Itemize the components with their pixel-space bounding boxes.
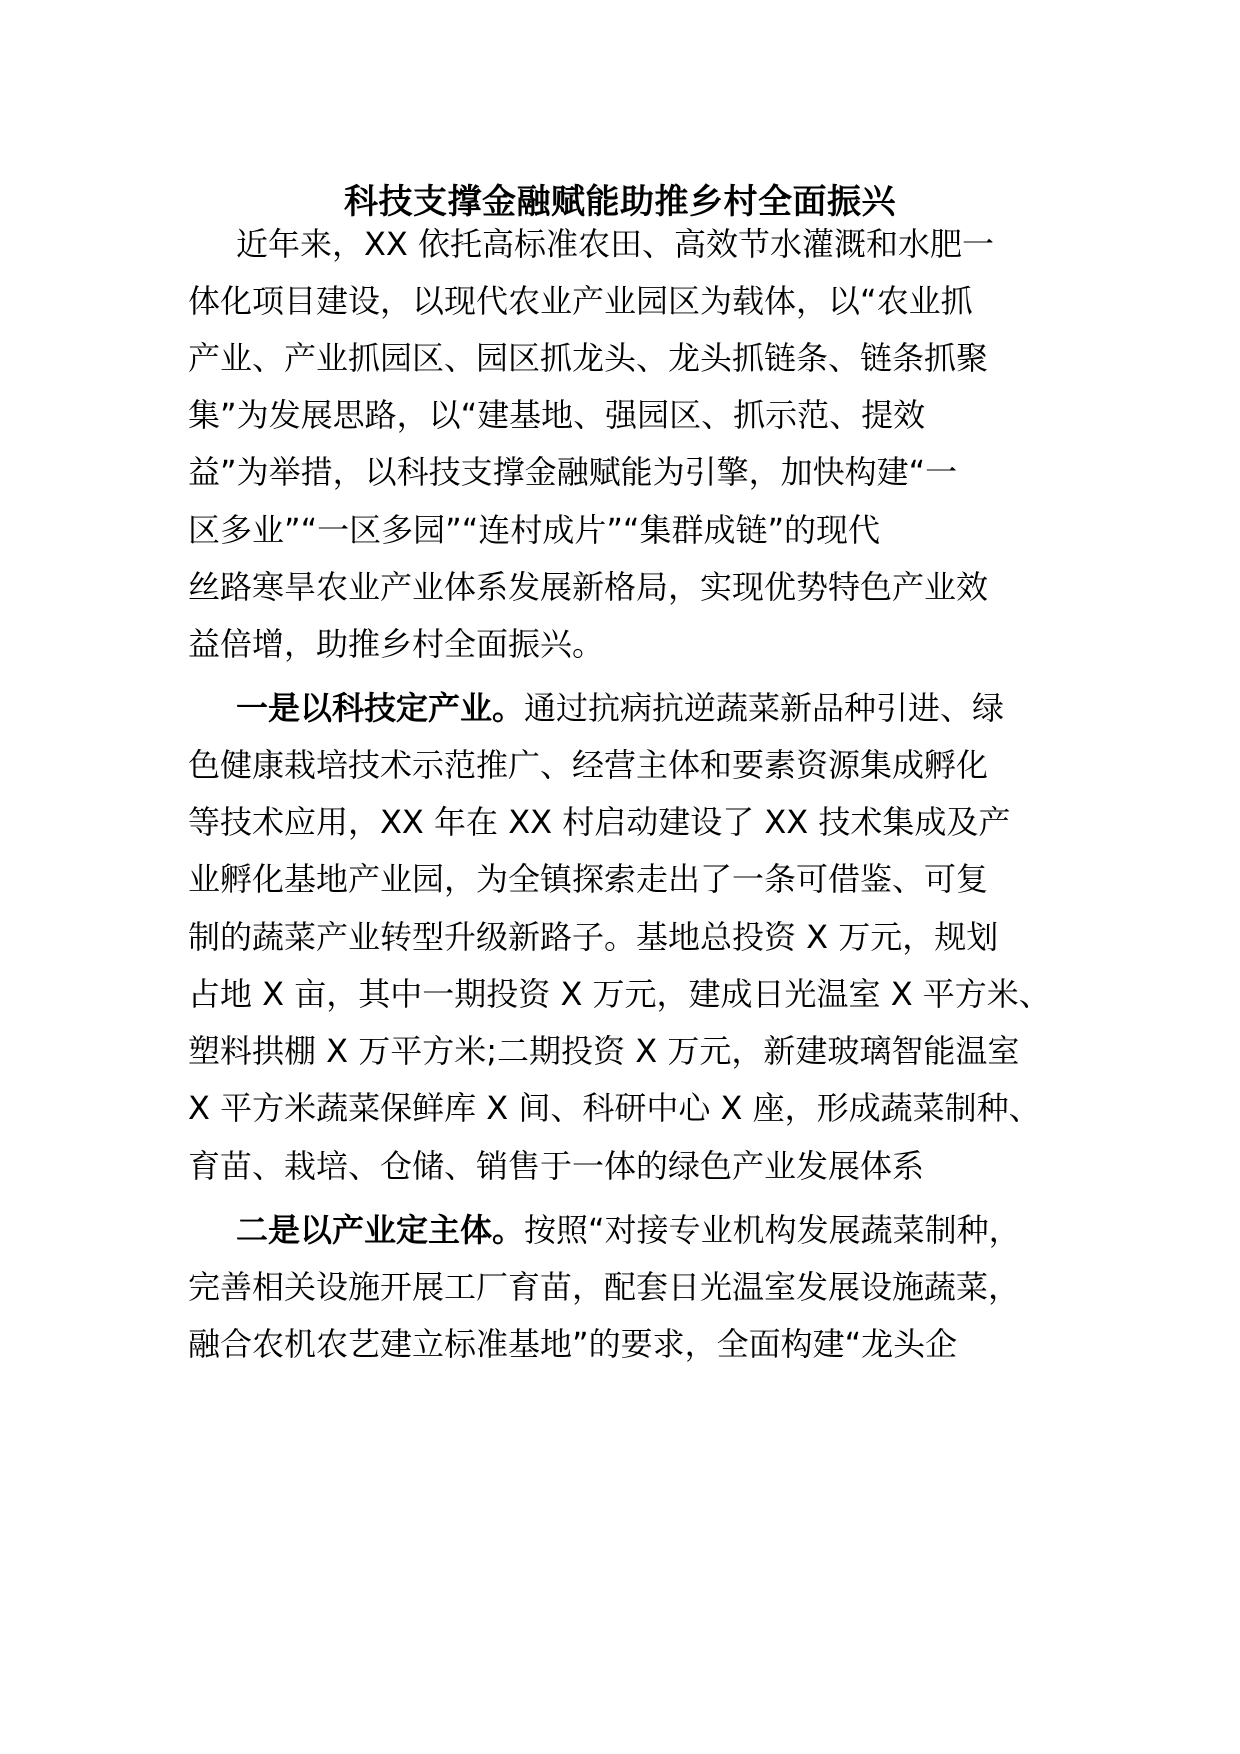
paragraph-3-first-text: 按照“对接专业机构发展蔬菜制种，: [524, 1211, 1021, 1249]
paragraph-3-line: 融合农机农艺建立标准基地”的要求，全面构建“龙头企: [188, 1325, 958, 1363]
paragraph-3-lead: 二是以产业定主体。: [236, 1211, 525, 1249]
paragraph-2-line: 等技术应用，XX 年在 XX 村启动建设了 XX 技术集成及产: [188, 803, 1011, 841]
paragraph-1-line: 区多业”“一区多园”“连村成片”“集群成链”的现代: [188, 511, 881, 549]
paragraph-1-line: 近年来，XX 依托高标准农田、高效节水灌溉和水肥一: [236, 225, 995, 263]
paragraph-1-line: 体化项目建设，以现代农业产业园区为载体，以“农业抓: [188, 282, 973, 320]
paragraph-1-line: 益”为举措，以科技支撑金融赋能为引擎，加快构建“一: [188, 453, 958, 491]
paragraph-3-line: 完善相关设施开展工厂育苗，配套日光温室发展设施蔬菜，: [188, 1268, 1021, 1306]
paragraph-2-line: 塑料拱棚 X 万平方米;二期投资 X 万元，新建玻璃智能温室: [188, 1032, 1020, 1070]
paragraph-1-line: 集”为发展思路，以“建基地、强园区、抓示范、提效: [188, 396, 926, 434]
paragraph-1-line: 益倍增，助推乡村全面振兴。: [188, 625, 605, 663]
paragraph-2-line: X 平方米蔬菜保鲜库 X 间、科研中心 X 座，形成蔬菜制种、: [188, 1089, 1041, 1127]
paragraph-1-line: 丝路寒旱农业产业体系发展新格局，实现优势特色产业效: [188, 568, 989, 606]
paragraph-2-line: 制的蔬菜产业转型升级新路子。基地总投资 X 万元，规划: [188, 918, 999, 956]
paragraph-2-line: 育苗、栽培、仓储、销售于一体的绿色产业发展体系: [188, 1147, 925, 1185]
paragraph-2-line: 占地 X 亩，其中一期投资 X 万元，建成日光温室 X 平方米、: [188, 975, 1051, 1013]
paragraph-1-line: 产业、产业抓园区、园区抓龙头、龙头抓链条、链条抓聚: [188, 339, 989, 377]
document-title: 科技支撑金融赋能助推乡村全面振兴: [344, 182, 896, 222]
paragraph-2-lead: 一是以科技定产业。: [236, 689, 525, 727]
paragraph-2-first-text: 通过抗病抗逆蔬菜新品种引进、绿: [524, 689, 1005, 727]
paragraph-2-line: 业孵化基地产业园，为全镇探索走出了一条可借鉴、可复: [188, 860, 989, 898]
paragraph-2-first-line: [236, 686, 1116, 730]
paragraph-2-line: 色健康栽培技术示范推广、经营主体和要素资源集成孵化: [188, 746, 989, 784]
paragraph-3-first-line: [236, 1208, 1116, 1252]
